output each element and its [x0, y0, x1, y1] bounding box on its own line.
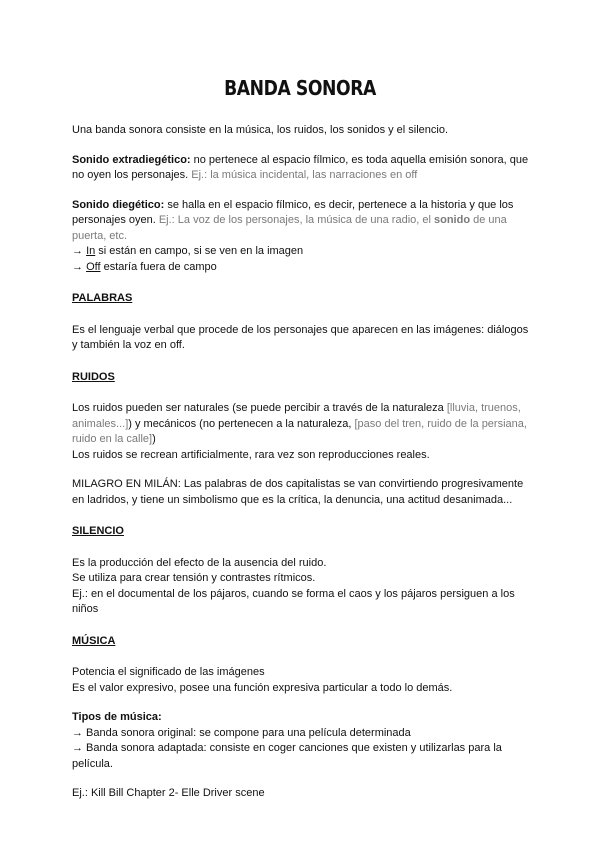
heading-silencio: SILENCIO: [72, 525, 124, 537]
ruidos-naturales-example: [lluvia, truenos, animales...]: [72, 402, 521, 430]
page-title: BANDA SONORA: [224, 76, 376, 100]
ruidos-mecanicos-example: [paso del tren, ruido de la persiana, ruido en la calle]: [72, 417, 527, 445]
silencio-line1: Es la producción del efecto de la ausencia del ruido.: [72, 556, 327, 569]
heading-ruidos: RUIDOS: [72, 370, 115, 383]
diegetico-example-a: Ej.: La voz de los personajes, la música de una radio, el: [155, 214, 434, 226]
extradiegetico-paragraph: [72, 153, 534, 184]
ruidos-t3: ): [152, 433, 156, 445]
ruidos-paragraph: [72, 401, 534, 448]
tipo-adaptada: → Banda sonora adaptada: consiste en coger canciones que existen y utilizarlas para la película.: [72, 742, 502, 770]
tipo-original: → Banda sonora original: se compone para una película determinada: [72, 726, 411, 739]
ruidos-t2: ) y mecánicos (no pertenecen a la naturaleza,: [128, 417, 355, 430]
diegetico-example-bold: sonido: [434, 214, 471, 226]
diegetico-text: se halla en el espacio fílmico, es decir, pertenece a la historia y que los personajes oyen.: [72, 198, 514, 226]
palabras-paragraph: Es el lenguaje verbal que procede de los personajes que aparecen en las imágenes: diálogos y también la voz en off.: [72, 323, 529, 351]
arrow-in: →: [72, 245, 87, 257]
document-body: [72, 123, 534, 816]
ruidos-line2: Los ruidos se recrean artificialmente, rara vez son reproducciones reales.: [72, 448, 430, 461]
in-word: In: [86, 245, 96, 257]
in-line: [72, 244, 534, 260]
heading-palabras: PALABRAS: [72, 292, 133, 304]
silencio-line3: Ej.: en el documental de los pájaros, cuando se forma el caos y los pájaros persiguen a los niños: [72, 587, 515, 615]
in-text: si están en campo, si se ven en la imagen: [95, 245, 304, 257]
diegetico-paragraph: [72, 198, 534, 245]
diegetico-label: Sonido diegético:: [72, 198, 165, 211]
musica-line1: Potencia el significado de las imágenes: [72, 666, 265, 678]
tipos-label: Tipos de música:: [72, 711, 162, 723]
extradiegetico-example: Ej.: la música incidental, las narraciones en off: [188, 169, 418, 181]
heading-musica: MÚSICA: [72, 634, 116, 647]
extradiegetico-label: Sonido extradiegético:: [72, 153, 191, 166]
intro-paragraph: Una banda sonora consiste en la música, los ruidos, los sonidos y el silencio.: [72, 124, 449, 136]
silencio-line2: Se utiliza para crear tensión y contrastes rítmicos.: [72, 572, 316, 584]
extradiegetico-text: no pertenece al espacio fílmico, es toda aquella emisión sonora, que no oyen los personajes.: [72, 153, 529, 181]
off-text: estaría fuera de campo: [100, 260, 217, 273]
musica-line2: Es el valor expresivo, posee una función expresiva particular a todo lo demás.: [72, 681, 453, 694]
arrow-off: →: [72, 260, 87, 273]
milagro-paragraph: MILAGRO EN MILÁN: Las palabras de dos capitalistas se van convirtiendo progresivamente en ladridos, y tiene un simbolismo que es la crítica, la denuncia, una actitud desanimada...: [72, 478, 524, 506]
off-word: Off: [86, 260, 101, 273]
off-line: [72, 260, 534, 276]
diegetico-example-b: de una puerta, etc.: [72, 214, 507, 242]
ruidos-t1: Los ruidos pueden ser naturales (se puede percibir a través de la naturaleza: [72, 402, 447, 414]
musica-example: Ej.: Kill Bill Chapter 2- Elle Driver scene: [72, 787, 265, 799]
